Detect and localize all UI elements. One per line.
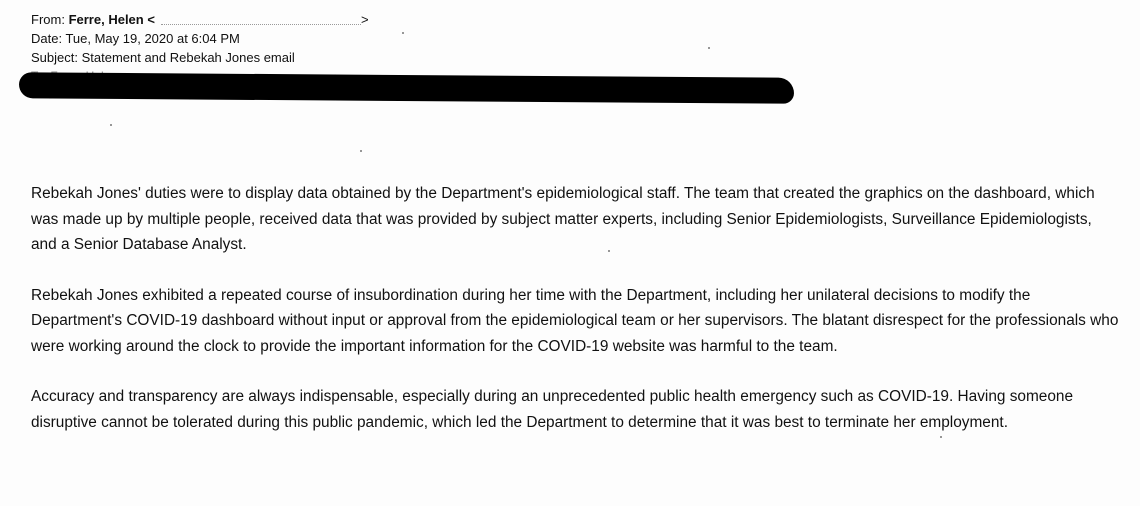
date-line: Date: Tue, May 19, 2020 at 6:04 PM (31, 31, 240, 46)
paragraph-1: Rebekah Jones' duties were to display data obtained by the Department's epidemiological staff. The team that created the graphics on the dashboard, which was made up by multiple people, received data that was provided by subject matter experts, including Senior Epidemiologists, Surveillance Epidemiologists, and a Senior Database Analyst. (31, 185, 1095, 253)
scan-speck (708, 47, 710, 49)
redaction-bar (19, 72, 794, 103)
from-line (31, 10, 811, 29)
scan-speck (110, 124, 112, 126)
redacted-email (161, 16, 361, 25)
statement-body (31, 181, 1121, 460)
scan-speck (608, 250, 610, 252)
scan-speck (360, 150, 362, 152)
subject-line: Subject: Statement and Rebekah Jones email (31, 50, 295, 65)
paragraph-3: Accuracy and transparency are always indispensable, especially during an unprecedented public health emergency such as COVID-19. Having someone disruptive cannot be tolerated during this public pandemic, which led the Department to determine that it was best to terminate her employment. (31, 388, 1074, 431)
to-line (31, 67, 811, 98)
paragraph-2: Rebekah Jones exhibited a repeated course of insubordination during her time with the Department, including her unilateral decisions to modify the Department's COVID-19 dashboard without input or approval from the epidemiological team or her supervisors. The blatant disrespect for the professionals who were working around the clock to provide the important information for the COVID-19 website was harmful to the team. (31, 286, 1119, 355)
redaction-tail: > (786, 83, 794, 98)
from-tail: > (360, 12, 369, 27)
scan-speck (940, 436, 942, 438)
email-header (31, 10, 811, 98)
from-label: From: (31, 12, 65, 27)
from-name: Ferre, Helen < (68, 12, 155, 27)
scan-speck (402, 32, 404, 34)
